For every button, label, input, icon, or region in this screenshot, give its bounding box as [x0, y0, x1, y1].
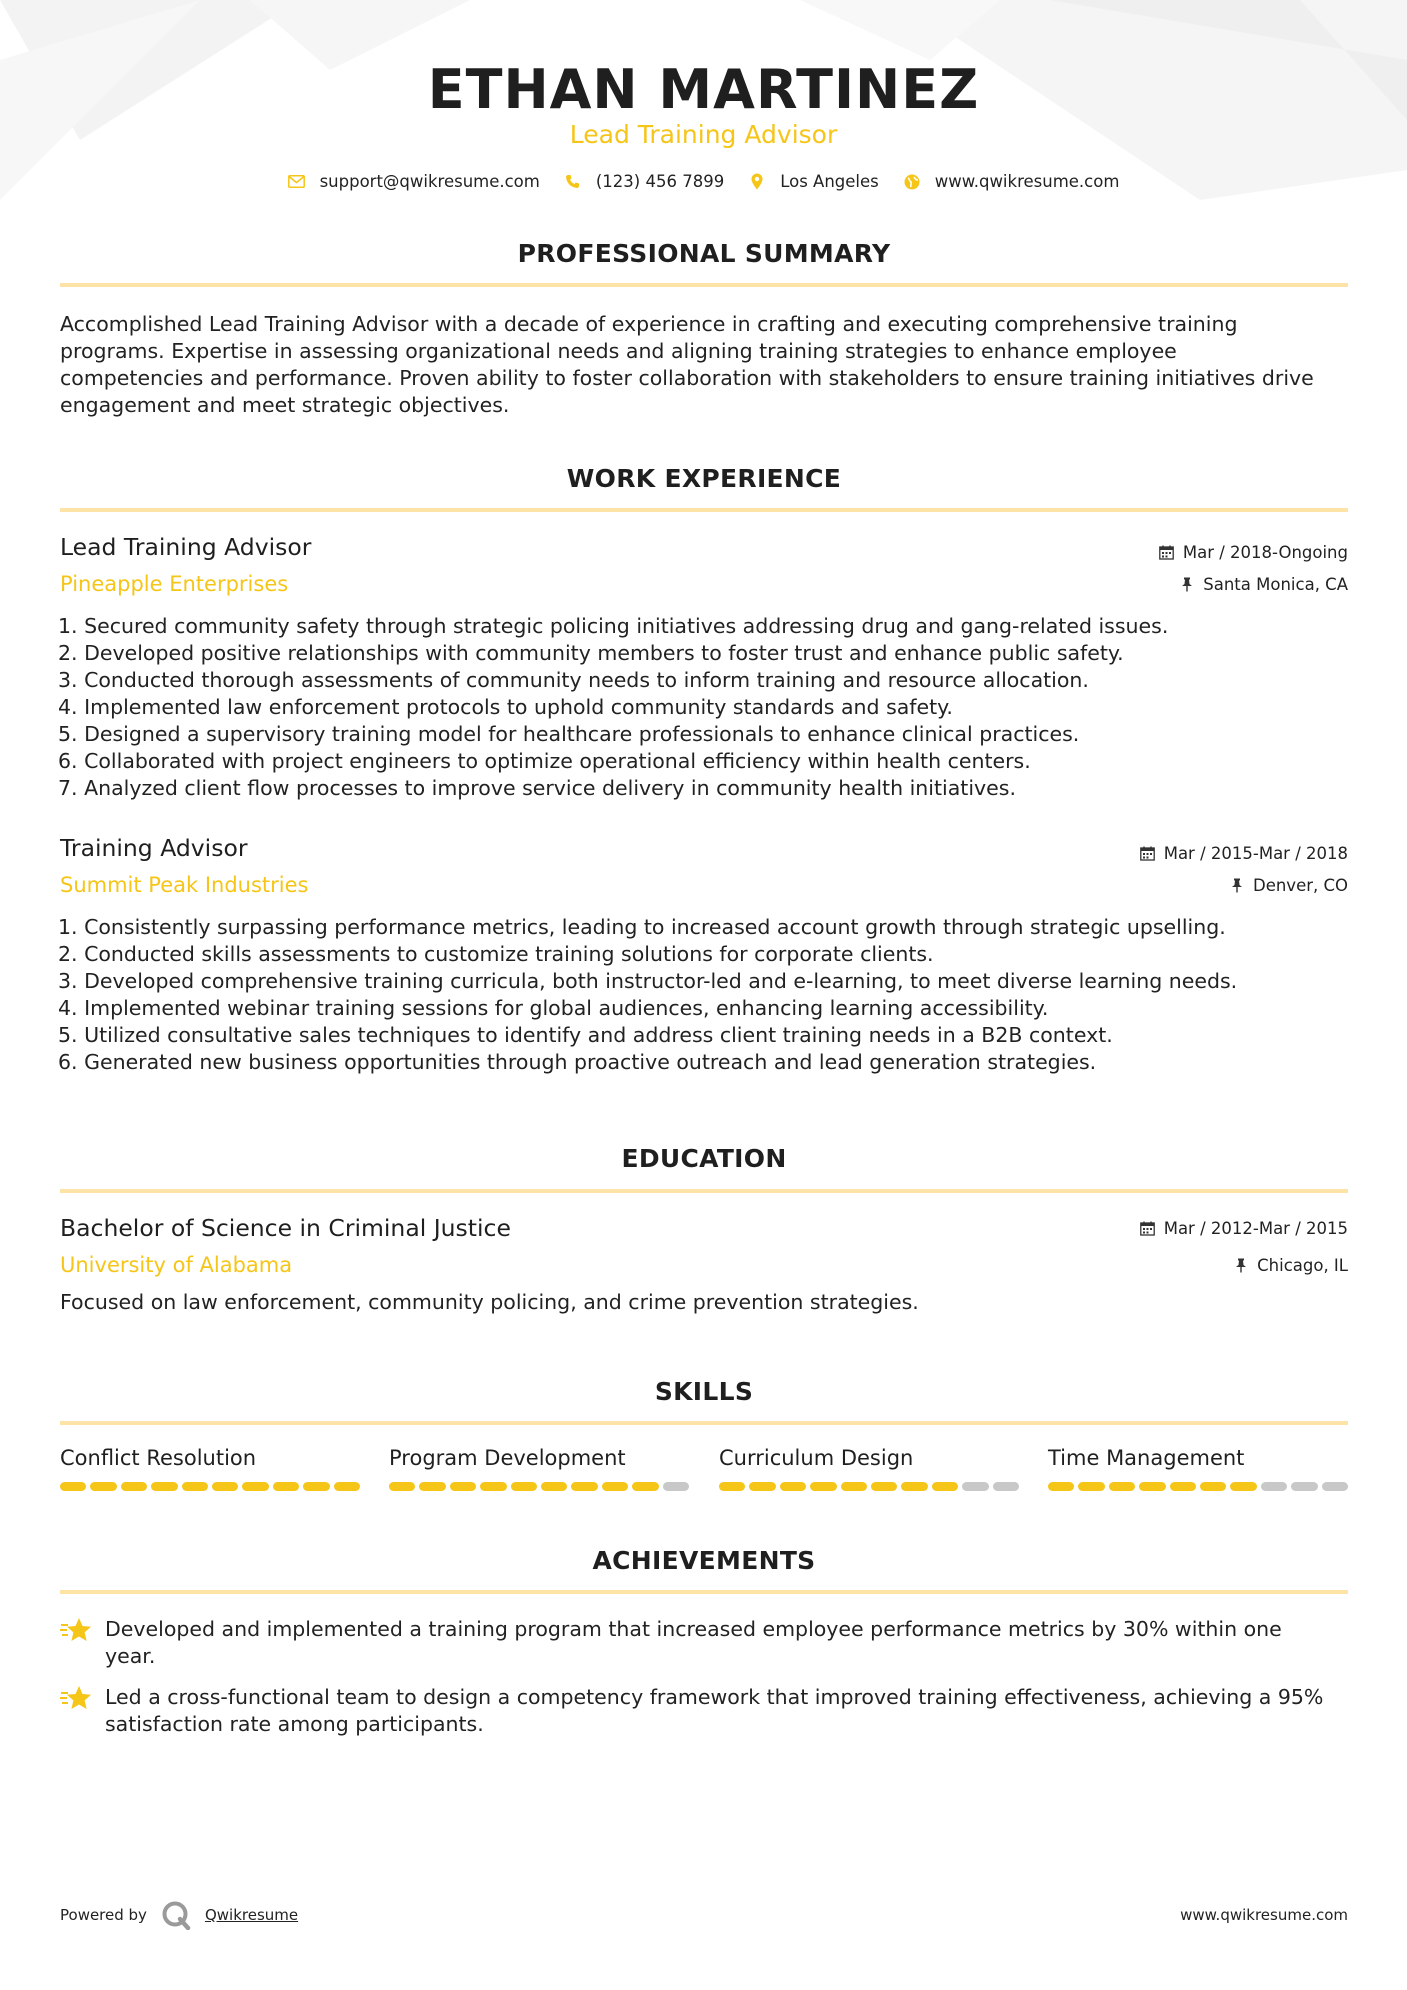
skill-rating-segment: [1170, 1482, 1196, 1491]
job-company: Summit Peak Industries: [60, 873, 309, 897]
job-company: Pineapple Enterprises: [60, 572, 289, 596]
summary-text: [60, 311, 1350, 419]
job-title: Training Advisor: [60, 834, 248, 862]
job-title: Lead Training Advisor: [60, 533, 312, 561]
skill-rating-segment: [932, 1482, 958, 1491]
contact-website[interactable]: [903, 172, 1120, 191]
section-title-education: EDUCATION: [621, 1144, 787, 1173]
education-school: University of Alabama: [60, 1253, 293, 1277]
achievement-line: Led a cross-functional team to design a competency framework that improved training effectiveness, achieving a 95%: [105, 1685, 1324, 1709]
list-item: 4. Implemented webinar training sessions for global audiences, enhancing learning accessibility.: [58, 996, 1049, 1020]
skill-rating-segment: [212, 1482, 238, 1491]
skill-rating-segment: [511, 1482, 537, 1491]
skill-item: [719, 1446, 1019, 1491]
section-title-skills: SKILLS: [654, 1377, 754, 1406]
skill-rating-segment: [841, 1482, 867, 1491]
job-dates-text: Mar / 2018-Ongoing: [1182, 543, 1348, 562]
skill-rating-segment: [273, 1482, 299, 1491]
skill-rating-segment: [749, 1482, 775, 1491]
job-dates: [1159, 543, 1348, 562]
skill-name: Time Management: [1048, 1446, 1245, 1470]
section-divider: [60, 283, 1348, 287]
list-item: 6. Generated new business opportunities through proactive outreach and lead generation strategies.: [58, 1050, 1097, 1074]
list-item: 4. Implemented law enforcement protocols to uphold community standards and safety.: [58, 695, 953, 719]
skill-rating-segment: [480, 1482, 506, 1491]
skill-rating: [1048, 1482, 1348, 1491]
skill-rating-segment: [419, 1482, 445, 1491]
job-location: [1179, 575, 1348, 594]
skill-rating-segment: [90, 1482, 116, 1491]
qwikresume-logo-icon: [161, 1900, 191, 1930]
skill-rating-segment: [450, 1482, 476, 1491]
skill-rating-segment: [389, 1482, 415, 1491]
skill-rating: [719, 1482, 1019, 1491]
list-item: 3. Conducted thorough assessments of community needs to inform training and resource allocation.: [58, 668, 1089, 692]
achievement-line: satisfaction rate among participants.: [105, 1712, 484, 1736]
list-item: 5. Utilized consultative sales techniques to identify and address client training needs in a B2B context.: [58, 1023, 1113, 1047]
calendar-icon: [1159, 545, 1175, 561]
list-item: 6. Collaborated with project engineers to optimize operational efficiency within health centers.: [58, 749, 1031, 773]
education-description: Focused on law enforcement, community policing, and crime prevention strategies.: [60, 1290, 919, 1314]
summary-line: competencies and performance. Proven ability to foster collaboration with stakeholders to ensure training initiatives drive: [60, 366, 1314, 390]
job-bullets: [58, 914, 1348, 1076]
skill-rating-segment: [1048, 1482, 1074, 1491]
skill-rating-segment: [1139, 1482, 1165, 1491]
summary-line: Accomplished Lead Training Advisor with a decade of experience in crafting and executing comprehensive training: [60, 312, 1238, 336]
candidate-title: Lead Training Advisor: [569, 120, 838, 149]
skill-rating-segment: [334, 1482, 360, 1491]
list-item: 5. Designed a supervisory training model for healthcare professionals to enhance clinical practices.: [58, 722, 1080, 746]
pushpin-icon: [1229, 878, 1245, 894]
list-item: 2. Conducted skills assessments to customize training solutions for corporate clients.: [58, 942, 934, 966]
calendar-icon: [1140, 1221, 1156, 1237]
contact-phone-text: (123) 456 7899: [595, 172, 725, 191]
footer-website[interactable]: www.qwikresume.com: [1180, 1906, 1348, 1924]
achievement-item: [60, 1684, 1350, 1738]
skill-rating-segment: [810, 1482, 836, 1491]
skill-rating-segment: [571, 1482, 597, 1491]
job-location-text: Santa Monica, CA: [1203, 575, 1348, 594]
phone-icon: [564, 173, 582, 191]
contact-email[interactable]: [288, 172, 540, 191]
contact-website-text: www.qwikresume.com: [934, 172, 1120, 191]
pushpin-icon: [1233, 1258, 1249, 1274]
section-divider: [60, 1189, 1348, 1193]
job-dates-text: Mar / 2015-Mar / 2018: [1163, 844, 1348, 863]
education-degree: Bachelor of Science in Criminal Justice: [60, 1214, 511, 1242]
list-item: 3. Developed comprehensive training curricula, both instructor-led and e-learning, to meet diverse learning needs.: [58, 969, 1238, 993]
contact-bar: [0, 172, 1407, 191]
star-badge-icon: [60, 1616, 92, 1646]
powered-by-label: Powered by: [60, 1906, 147, 1924]
qwikresume-link[interactable]: Qwikresume: [204, 1906, 299, 1924]
map-pin-icon: [748, 173, 766, 191]
skill-rating-segment: [962, 1482, 988, 1491]
skill-rating: [389, 1482, 689, 1491]
summary-line: programs. Expertise in assessing organizational needs and aligning training strategies to enhance employee: [60, 339, 1177, 363]
skill-rating-segment: [719, 1482, 745, 1491]
achievement-line: year.: [105, 1644, 156, 1668]
skill-rating-segment: [632, 1482, 658, 1491]
skill-rating-segment: [901, 1482, 927, 1491]
contact-phone[interactable]: [564, 172, 724, 191]
education-location-text: Chicago, IL: [1257, 1256, 1348, 1275]
skill-rating-segment: [151, 1482, 177, 1491]
achievement-line: Developed and implemented a training program that increased employee performance metrics by 30% within one: [105, 1617, 1282, 1641]
star-badge-icon: [60, 1684, 92, 1714]
section-title-achievements: ACHIEVEMENTS: [592, 1546, 816, 1575]
skill-item: [389, 1446, 689, 1491]
skill-rating: [60, 1482, 360, 1491]
list-item: 2. Developed positive relationships with community members to foster trust and enhance public safety.: [58, 641, 1124, 665]
skill-rating-segment: [1230, 1482, 1256, 1491]
globe-icon: [903, 173, 921, 191]
skill-rating-segment: [993, 1482, 1019, 1491]
skill-rating-segment: [602, 1482, 628, 1491]
skill-name: Conflict Resolution: [60, 1446, 257, 1470]
section-divider: [60, 508, 1348, 512]
contact-location: [748, 172, 879, 191]
skill-item: [1048, 1446, 1348, 1491]
list-item: 7. Analyzed client flow processes to improve service delivery in community health initiatives.: [58, 776, 1016, 800]
skill-rating-segment: [1291, 1482, 1317, 1491]
skill-rating-segment: [182, 1482, 208, 1491]
summary-line: engagement and meet strategic objectives.: [60, 393, 510, 417]
skill-rating-segment: [1109, 1482, 1135, 1491]
skill-name: Curriculum Design: [719, 1446, 914, 1470]
calendar-icon: [1140, 846, 1156, 862]
skill-rating-segment: [121, 1482, 147, 1491]
list-item: 1. Consistently surpassing performance metrics, leading to increased account growth through strategic upselling.: [58, 915, 1226, 939]
section-divider: [60, 1421, 1348, 1425]
education-location: [1233, 1256, 1348, 1275]
skill-rating-segment: [1261, 1482, 1287, 1491]
job-bullets: [58, 613, 1348, 802]
skill-rating-segment: [663, 1482, 689, 1491]
footer-powered-by: [60, 1900, 298, 1930]
education-dates-text: Mar / 2012-Mar / 2015: [1163, 1219, 1348, 1238]
skill-rating-segment: [541, 1482, 567, 1491]
list-item: 1. Secured community safety through strategic policing initiatives addressing drug and gang-related issues.: [58, 614, 1169, 638]
skill-rating-segment: [1200, 1482, 1226, 1491]
skill-item: [60, 1446, 360, 1491]
skill-rating-segment: [871, 1482, 897, 1491]
job-location-text: Denver, CO: [1252, 876, 1348, 895]
skill-name: Program Development: [389, 1446, 626, 1470]
skill-rating-segment: [303, 1482, 329, 1491]
education-dates: [1140, 1219, 1348, 1238]
skill-rating-segment: [1322, 1482, 1348, 1491]
skill-rating-segment: [780, 1482, 806, 1491]
job-dates: [1140, 844, 1348, 863]
skill-rating-segment: [1078, 1482, 1104, 1491]
contact-location-text: Los Angeles: [780, 172, 879, 191]
skill-rating-segment: [242, 1482, 268, 1491]
job-location: [1229, 876, 1348, 895]
contact-email-text: support@qwikresume.com: [319, 172, 540, 191]
candidate-name: ETHAN MARTINEZ: [427, 58, 980, 121]
envelope-icon: [288, 173, 306, 191]
section-title-experience: WORK EXPERIENCE: [566, 464, 842, 493]
section-title-summary: PROFESSIONAL SUMMARY: [517, 239, 891, 268]
achievement-item: [60, 1616, 1350, 1670]
skill-rating-segment: [60, 1482, 86, 1491]
pushpin-icon: [1179, 577, 1195, 593]
section-divider: [60, 1590, 1348, 1594]
